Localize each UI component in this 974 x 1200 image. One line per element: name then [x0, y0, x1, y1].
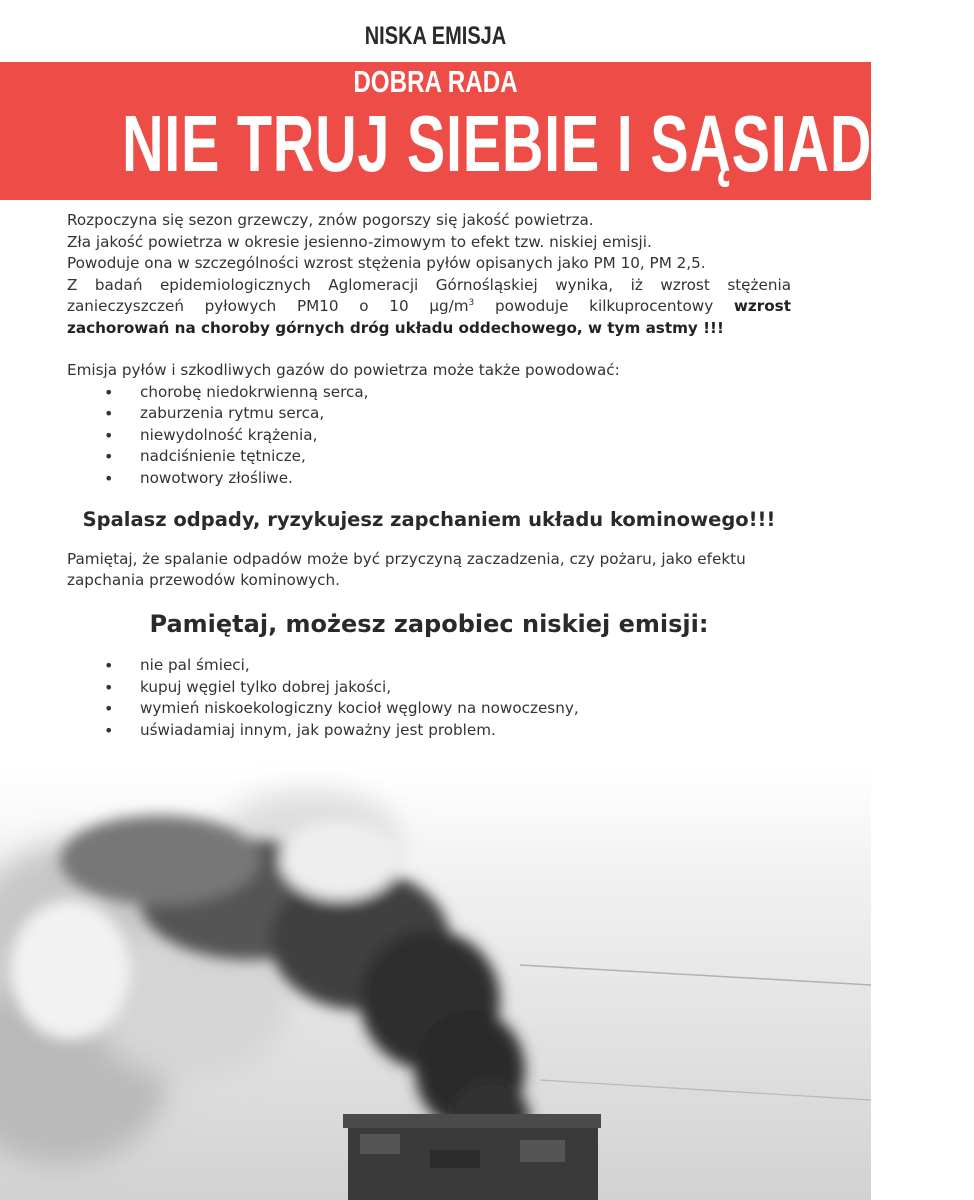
intro-line-2: Zła jakość powietrza w okresie jesienno-zimowym to efekt tzw. niskiej emisji. [67, 232, 652, 251]
list-item: • uświadamiaj innym, jak poważny jest problem. [67, 720, 791, 742]
list-item: • nowotwory złośliwe. [67, 468, 791, 490]
list-item: • nadciśnienie tętnicze, [67, 446, 791, 468]
list-item: • wymień niskoekologiczny kocioł węglowy na nowoczesny, [67, 698, 791, 720]
intro-line-5-bold: wzrost [733, 297, 791, 315]
unit-superscript: 3 [468, 297, 475, 308]
chimney-smoke-photo [0, 770, 871, 1200]
title-banner [0, 62, 974, 200]
intro-line-5 [67, 296, 791, 318]
intro-line-6: zachorowań na choroby górnych dróg układu oddechowego, w tym astmy !!! [67, 318, 724, 337]
list-item: • zaburzenia rytmu serca, [67, 403, 791, 425]
top-label: NISKA EMISJA [364, 22, 507, 50]
waste-heading: Spalasz odpady, ryzykujesz zapchaniem układu kominowego!!! [82, 508, 776, 531]
chimney [343, 1114, 601, 1200]
emission-lead: Emisja pyłów i szkodliwych gazów do powietrza może także powodować: [67, 361, 620, 379]
banner-title: NIE TRUJ SIEBIE I SĄSIADA!!! [121, 99, 974, 188]
prevention-list [67, 655, 791, 741]
banner-subtitle: DOBRA RADA [353, 64, 518, 99]
main-content [67, 210, 791, 741]
intro-line-4: Z badań epidemiologicznych Aglomeracji Górnośląskiej wynika, iż wzrost stężenia [67, 275, 791, 294]
health-effects-list [67, 382, 791, 490]
waste-line-1: Pamiętaj, że spalanie odpadów może być przyczyną zaczadzenia, czy pożaru, jako efektu [67, 549, 746, 568]
list-item: • chorobę niedokrwienną serca, [67, 382, 791, 404]
list-item: • nie pal śmieci, [67, 655, 791, 677]
intro-line-3: Powoduje ona w szczególności wzrost stężenia pyłów opisanych jako PM 10, PM 2,5. [67, 254, 706, 272]
list-item: • niewydolność krążenia, [67, 425, 791, 447]
prevent-heading: Pamiętaj, możesz zapobiec niskiej emisji: [149, 609, 709, 638]
intro-line-5-text: zanieczyszczeń pyłowych PM10 o 10 μg/m [67, 297, 469, 315]
intro-line-1: Rozpoczyna się sezon grzewczy, znów pogorszy się jakość powietrza. [67, 211, 594, 229]
intro-line-5-text-b: powoduje kilkuprocentowy [474, 297, 734, 315]
list-item: • kupuj węgiel tylko dobrej jakości, [67, 677, 791, 699]
waste-line-2: zapchania przewodów kominowych. [67, 571, 340, 589]
